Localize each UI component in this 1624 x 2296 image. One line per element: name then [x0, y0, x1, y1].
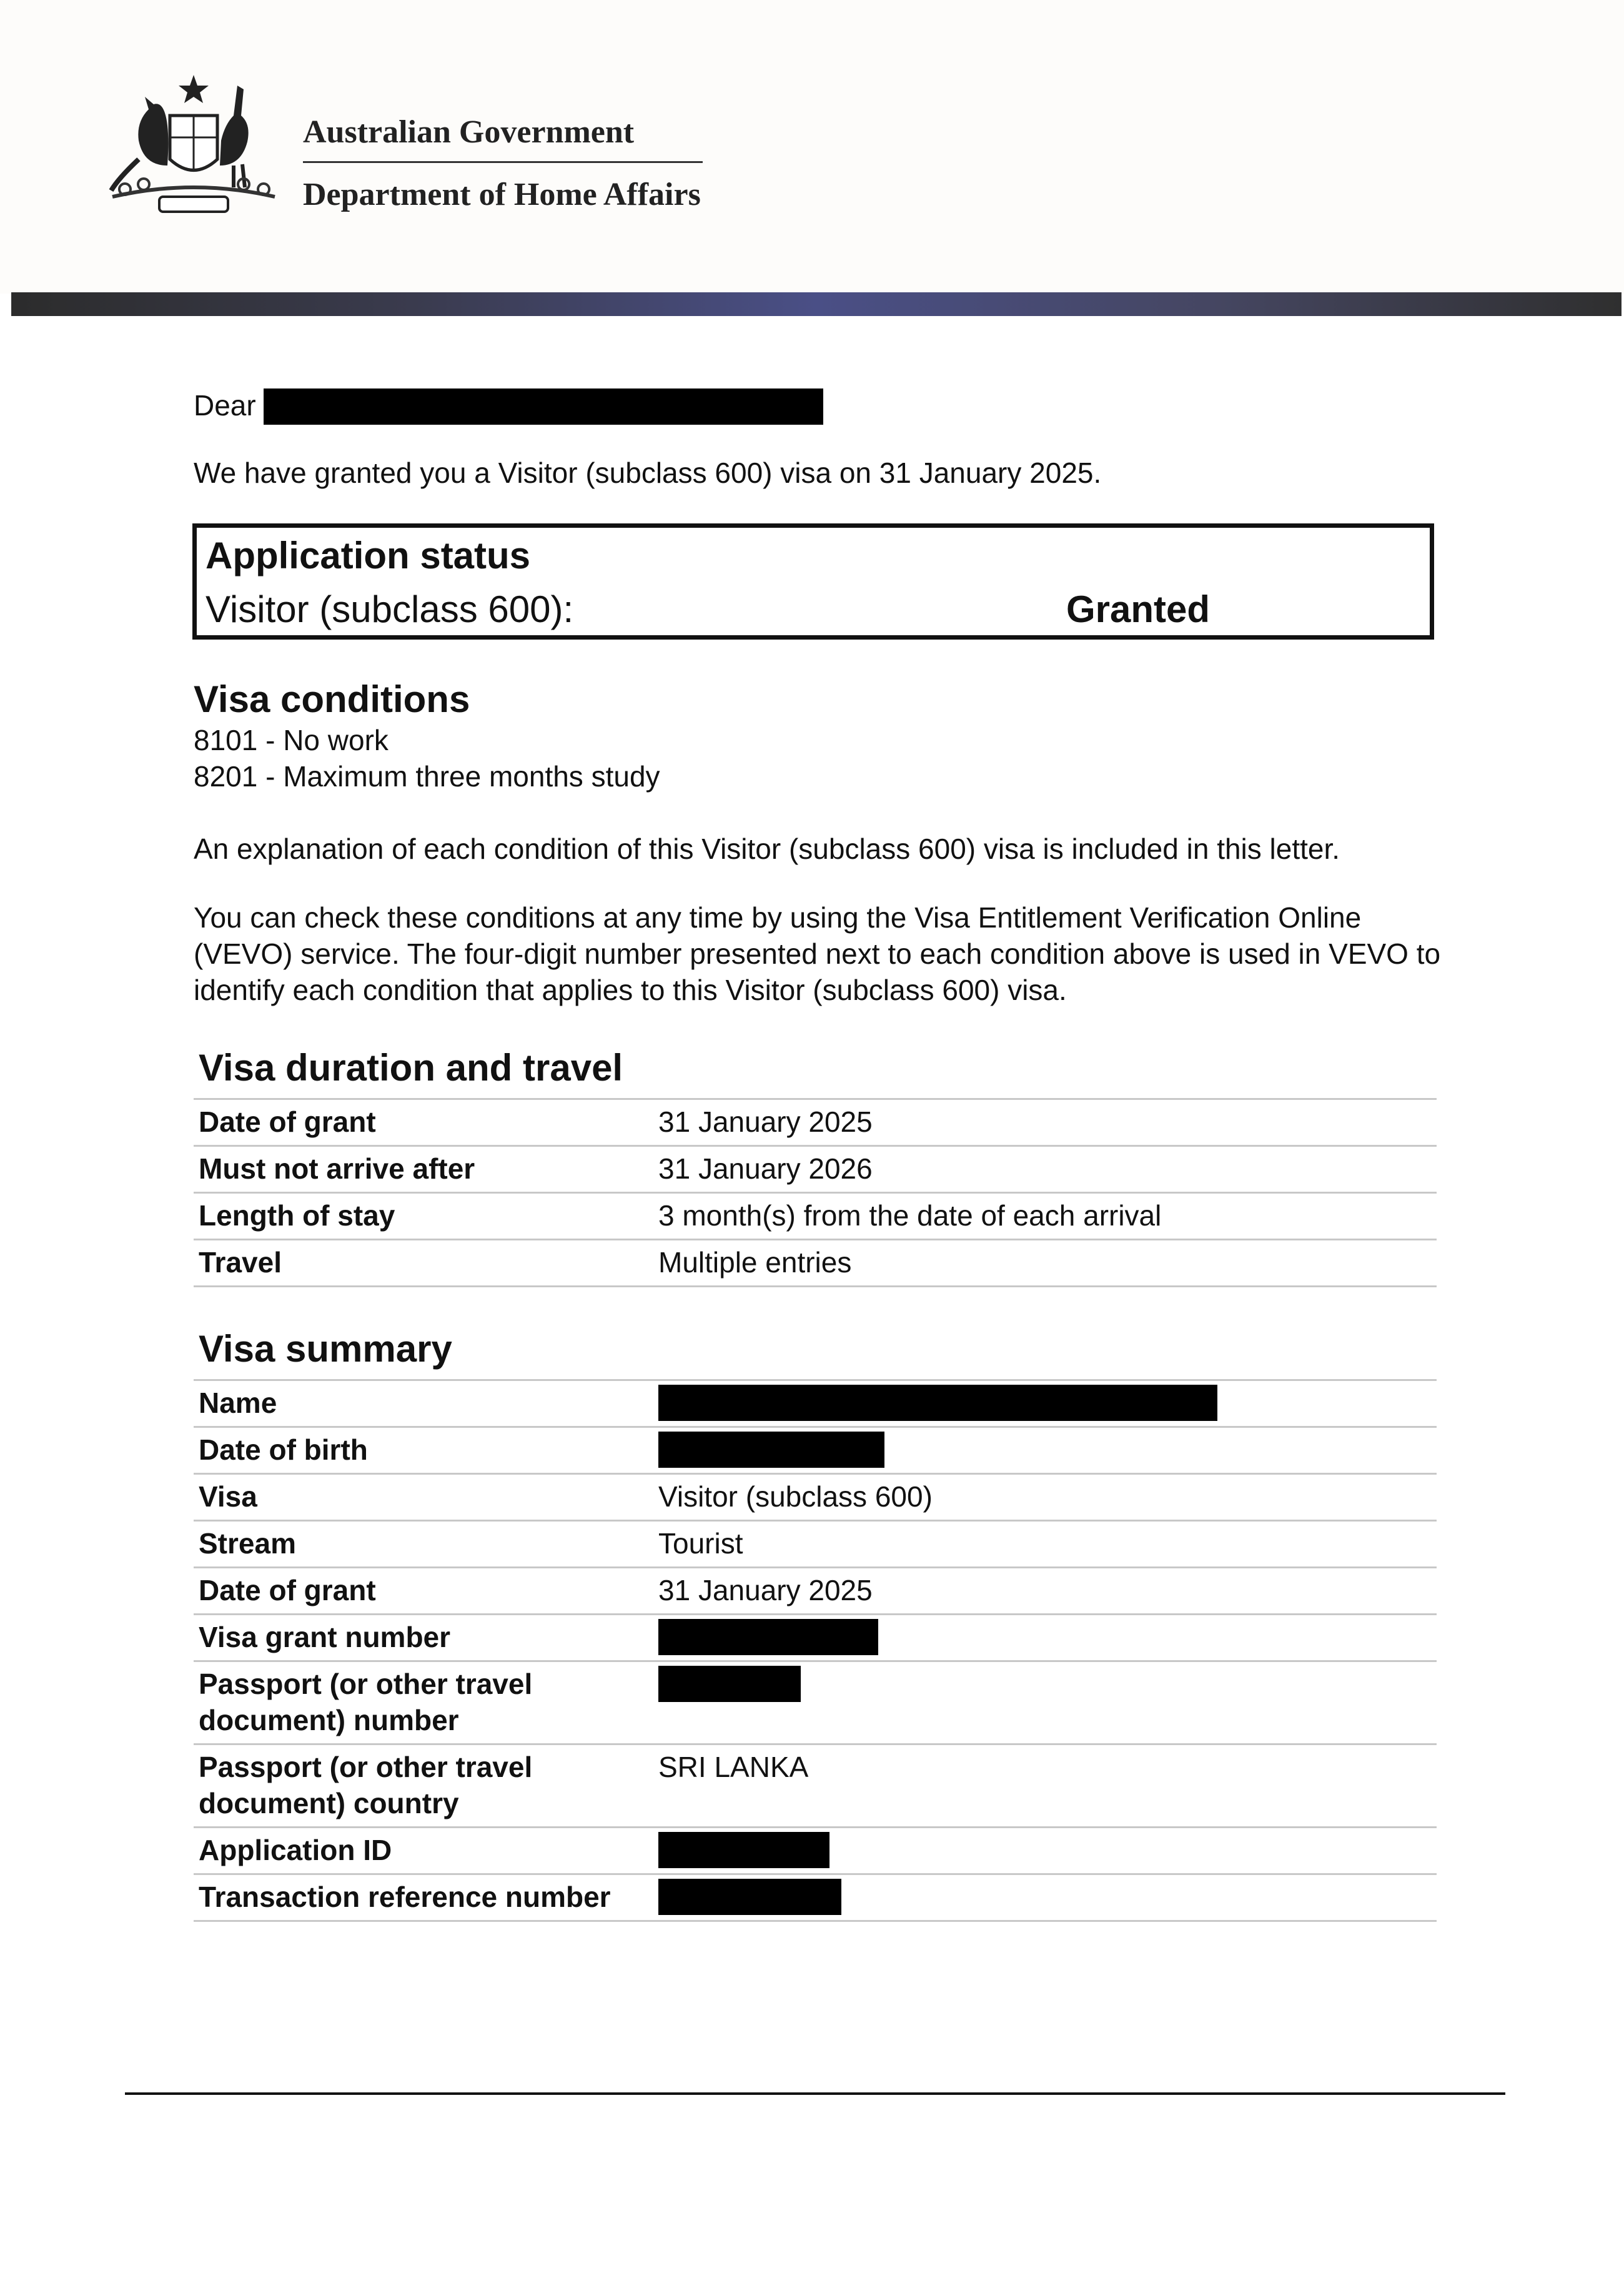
- redacted-value: [658, 1385, 1217, 1421]
- application-status-heading: Application status: [205, 535, 531, 576]
- row-value: 31 January 2026: [653, 1146, 1437, 1193]
- redacted-recipient-name: [264, 388, 823, 425]
- row-value: 31 January 2025: [653, 1099, 1437, 1146]
- footer-rule: [125, 2092, 1505, 2095]
- table-row: [194, 1240, 1437, 1287]
- row-value: Visitor (subclass 600): [653, 1474, 1437, 1521]
- table-row: [194, 1661, 1437, 1744]
- redacted-value: [658, 1832, 829, 1868]
- row-value: Multiple entries: [653, 1240, 1437, 1287]
- row-key: Visa grant number: [194, 1615, 653, 1661]
- row-value: Tourist: [653, 1521, 1437, 1568]
- table-row: [194, 1744, 1437, 1828]
- visa-duration-heading: Visa duration and travel: [199, 1047, 623, 1089]
- visa-duration-table: [194, 1098, 1437, 1287]
- row-key: Transaction reference number: [194, 1874, 653, 1921]
- row-key: Date of grant: [194, 1099, 653, 1146]
- row-key: Travel: [194, 1240, 653, 1287]
- salutation: Dear: [194, 389, 256, 422]
- visa-conditions-heading: Visa conditions: [194, 678, 470, 720]
- table-row: [194, 1615, 1437, 1661]
- row-key: Name: [194, 1380, 653, 1427]
- row-value: [653, 1615, 1437, 1661]
- row-value: [653, 1874, 1437, 1921]
- application-status-label: Visitor (subclass 600):: [205, 588, 574, 630]
- row-value: SRI LANKA: [653, 1744, 1437, 1828]
- table-row: [194, 1146, 1437, 1193]
- table-row: [194, 1874, 1437, 1921]
- department-title: Department of Home Affairs: [303, 177, 701, 212]
- condition-item: 8101 - No work: [194, 724, 389, 756]
- table-row: [194, 1474, 1437, 1521]
- row-value: [653, 1380, 1437, 1427]
- row-value: [653, 1661, 1437, 1744]
- row-key: Date of birth: [194, 1427, 653, 1474]
- row-key: Passport (or other travel document) number: [194, 1661, 653, 1744]
- letterhead-rule: [303, 161, 703, 163]
- table-row: [194, 1193, 1437, 1240]
- table-row: [194, 1828, 1437, 1874]
- vevo-paragraph: You can check these conditions at any time by using the Visa Entitlement Verification Online (VEVO) service. The four-digit number presented next to each condition above is used in VEVO to identify each condition that applies to this Visitor (subclass 600) visa.: [194, 901, 1441, 1006]
- table-row: [194, 1521, 1437, 1568]
- table-row: [194, 1380, 1437, 1427]
- application-status-box: [192, 523, 1434, 640]
- table-row: [194, 1427, 1437, 1474]
- table-row: [194, 1568, 1437, 1615]
- application-status-value: Granted: [1066, 588, 1211, 630]
- row-key: Date of grant: [194, 1568, 653, 1615]
- header-band: [11, 292, 1622, 316]
- letterhead: [0, 0, 1624, 294]
- table-row: [194, 1099, 1437, 1146]
- row-value: 31 January 2025: [653, 1568, 1437, 1615]
- row-key: Length of stay: [194, 1193, 653, 1240]
- row-key: Visa: [194, 1474, 653, 1521]
- row-key: Application ID: [194, 1828, 653, 1874]
- visa-summary-table: [194, 1379, 1437, 1922]
- row-value: [653, 1427, 1437, 1474]
- conditions-explanation: An explanation of each condition of this Visitor (subclass 600) visa is included in this letter.: [194, 833, 1340, 865]
- intro-text: We have granted you a Visitor (subclass 600) visa on 31 January 2025.: [194, 457, 1102, 489]
- row-key: Passport (or other travel document) country: [194, 1744, 653, 1828]
- redacted-value: [658, 1879, 841, 1915]
- condition-item: 8201 - Maximum three months study: [194, 760, 660, 793]
- government-title: Australian Government: [303, 114, 635, 150]
- row-value: [653, 1828, 1437, 1874]
- redacted-value: [658, 1619, 878, 1655]
- visa-summary-heading: Visa summary: [199, 1328, 452, 1370]
- row-value: 3 month(s) from the date of each arrival: [653, 1193, 1437, 1240]
- row-key: Stream: [194, 1521, 653, 1568]
- coat-of-arms-icon: [100, 72, 287, 222]
- row-key: Must not arrive after: [194, 1146, 653, 1193]
- redacted-value: [658, 1432, 884, 1468]
- redacted-value: [658, 1666, 801, 1702]
